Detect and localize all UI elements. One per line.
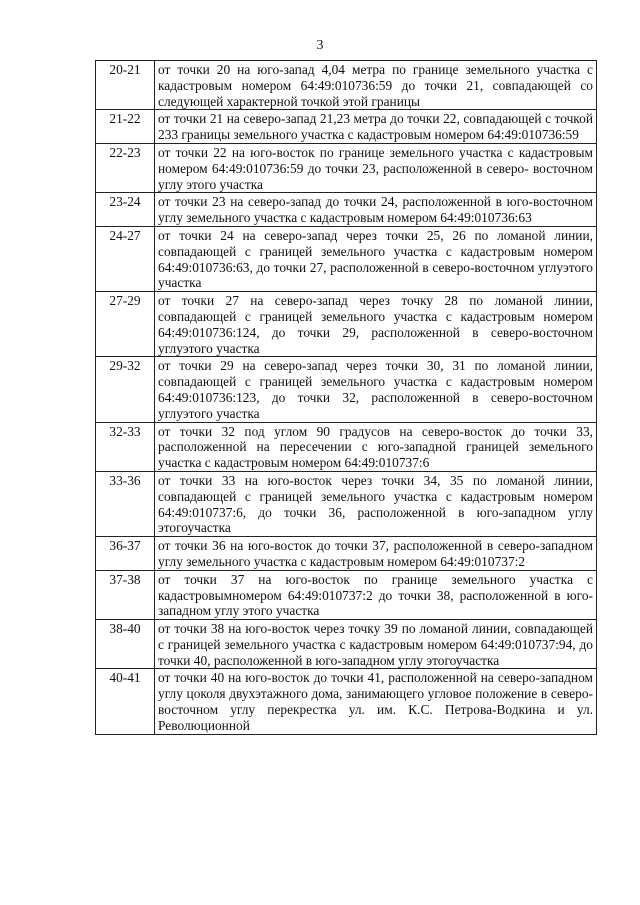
table-row (96, 292, 597, 357)
segment-cell: 22-23 (96, 143, 155, 192)
table-row (96, 110, 597, 144)
segment-cell: 32-33 (96, 422, 155, 471)
segment-cell: 40-41 (96, 669, 155, 734)
page-number: 3 (316, 38, 324, 53)
table-row (96, 143, 597, 192)
table-row (96, 193, 597, 227)
segment-cell: 21-22 (96, 110, 155, 144)
segment-cell: 37-38 (96, 570, 155, 619)
segment-cell: 33-36 (96, 471, 155, 536)
table-row (96, 669, 597, 734)
description-cell: от точки 22 на юго-восток по границе земельного участка с кадастровым номером 64:49:010736:59 до точки 23, расположенной в северо- восточном углу этого участка (155, 143, 597, 192)
description-cell: от точки 36 на юго-восток до точки 37, расположенной в северо-западном углу земельного участка с кадастровым номером 64:49:010737:2 (155, 537, 597, 571)
description-cell: от точки 33 на юго-восток через точки 34, 35 по ломаной линии, совпадающей с границей земельного участка с кадастровым номером 64:49:010737:6, до точки 36, расположенной в юго-западном углу этогоучастка (155, 471, 597, 536)
description-cell: от точки 21 на северо-запад 21,23 метра до точки 22, совпадающей с точкой 233 границы земельного участка с кадастровым номером 64:49:010736:59 (155, 110, 597, 144)
table-row (96, 61, 597, 110)
segment-cell: 23-24 (96, 193, 155, 227)
description-cell: от точки 37 на юго-восток по границе земельного участка с кадастровымномером 64:49:010737:2 до точки 38, расположенной в юго-западном углу этого участка (155, 570, 597, 619)
description-cell: от точки 29 на северо-запад через точки 30, 31 по ломаной линии, совпадающей с границей земельного участка с кадастровым номером 64:49:010736:123, до точки 32, расположенной в северо-восточном углуэтого участка (155, 357, 597, 422)
description-cell: от точки 40 на юго-восток до точки 41, расположенной на северо-западном углу цоколя двухэтажного дома, занимающего угловое положение в северо-восточном углу перекрестка ул. им. К.С. Петрова-Водкина и ул. Революционной (155, 669, 597, 734)
description-cell: от точки 20 на юго-запад 4,04 метра по границе земельного участка с кадастровым номером 64:49:010736:59 до точки 21, совпадающей со следующей характерной точкой этой границы (155, 61, 597, 110)
segment-cell: 38-40 (96, 620, 155, 669)
description-cell: от точки 27 на северо-запад через точку 28 по ломаной линии, совпадающей с границей земельного участка с кадастровым номером 64:49:010736:124, до точки 29, расположенной в северо-восточном углуэтого участка (155, 292, 597, 357)
table-row (96, 357, 597, 422)
segment-cell: 27-29 (96, 292, 155, 357)
table-row (96, 422, 597, 471)
description-cell: от точки 24 на северо-запад через точки 25, 26 по ломаной линии, совпадающей с границей земельного участка с кадастровым номером 64:49:010736:63, до точки 27, расположенной в северо-восточном углуэтого участка (155, 226, 597, 291)
boundary-description-table (95, 60, 597, 735)
description-cell: от точки 38 на юго-восток через точку 39 по ломаной линии, совпадающей с границей земельного участка с кадастровым номером 64:49:010737:94, до точки 40, расположенной в юго-западном углу этогоучастка (155, 620, 597, 669)
table-row (96, 620, 597, 669)
table-row (96, 471, 597, 536)
description-cell: от точки 32 под углом 90 градусов на северо-восток до точки 33, расположенной на пересечении с юго-западной границей земельного участка с кадастровым номером 64:49:010737:6 (155, 422, 597, 471)
segment-cell: 36-37 (96, 537, 155, 571)
segment-cell: 24-27 (96, 226, 155, 291)
segment-cell: 20-21 (96, 61, 155, 110)
table-row (96, 570, 597, 619)
description-cell: от точки 23 на северо-запад до точки 24, расположенной в юго-восточном углу земельного участка с кадастровым номером 64:49:010736:63 (155, 193, 597, 227)
table-row (96, 537, 597, 571)
table-row (96, 226, 597, 291)
segment-cell: 29-32 (96, 357, 155, 422)
